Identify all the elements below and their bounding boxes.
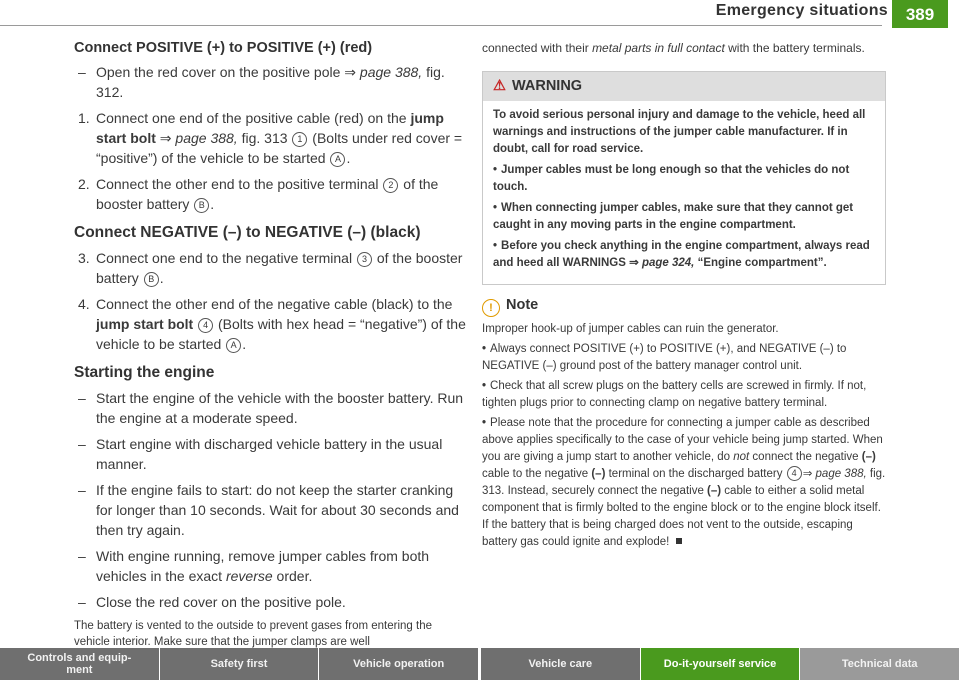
heading-connect-positive: Connect POSITIVE (+) to POSITIVE (+) (red) (74, 40, 373, 56)
note-body (482, 321, 886, 551)
instruction-if-fails: – If the engine fails to start: do not keep the starter cranking for longer than 10 seconds. Wait for about 30 seconds and then try again. (78, 482, 459, 538)
continued-text: connected with their metal parts in full contact with the battery terminals. (482, 41, 865, 55)
note-bullet: • Check that all screw plugs on the battery cells are screwed in firmly. If not, tighten plugs prior to connecting clamp on negative battery terminal. (482, 380, 867, 409)
step-1: 1. Connect one end of the positive cable (red) on the jump start bolt ⇒ page 388, fig. 313 1 (Bolts under red cover = “positive”) of the vehicle to be started A . (78, 110, 463, 166)
note-info-icon: ! (482, 299, 500, 317)
step-2: 2. Connect the other end to the positive terminal 2 of the booster battery B . (78, 176, 439, 212)
warning-triangle-icon: ⚠ (493, 78, 506, 94)
warning-text: To avoid serious personal injury and damage to the vehicle, heed all warnings and instructions of the jumper cable manufacturer. If in doubt, call for road service. (493, 109, 866, 155)
warning-body (483, 101, 885, 284)
footnote-text: The battery is vented to the outside to prevent gases from entering the vehicle interior. Make sure that the jumper clamps are well (74, 620, 432, 648)
warning-bullet: • When connecting jumper cables, make sure that they cannot get caught in any moving parts in the engine compartment. (493, 202, 854, 231)
heading-connect-negative: Connect NEGATIVE (–) to NEGATIVE (–) (black) (74, 224, 421, 241)
arrow-icon: ⇒ (155, 130, 176, 146)
instruction-remove-cables: – With engine running, remove jumper cables from both vehicles in the exact reverse order. (78, 548, 430, 584)
callout-4-icon: 4 (198, 318, 213, 333)
warning-box (482, 71, 886, 285)
instruction-close-cover: – Close the red cover on the positive pole. (78, 594, 346, 610)
page-reference-link[interactable]: page 324, (641, 257, 695, 269)
note-header: ! Note (482, 297, 886, 317)
note-bullet: • Always connect POSITIVE (+) to POSITIVE (+), and NEGATIVE (–) to NEGATIVE (–) ground post of the battery manager control unit. (482, 343, 847, 372)
instruction-open-cover: – Open the red cover on the positive pole ⇒ page 388, fig. 312. (78, 64, 445, 100)
tab-vehicle-care[interactable]: Vehicle care (481, 648, 641, 680)
instruction-start-discharged: – Start engine with discharged vehicle battery in the usual manner. (78, 436, 443, 472)
tab-controls-and-equipment[interactable]: Controls and equip- ment (0, 648, 160, 680)
chapter-title: Emergency situations (715, 2, 888, 19)
callout-b-icon: B (144, 272, 159, 287)
tab-vehicle-operation[interactable]: Vehicle operation (319, 648, 479, 680)
page-reference-link[interactable]: page 388, (175, 130, 238, 146)
step-4: 4. Connect the other end of the negative cable (black) to the jump start bolt 4 (Bolts with hex head = “negative”) of the vehicle to be started A . (78, 296, 466, 352)
instruction-start-booster: – Start the engine of the vehicle with the booster battery. Run the engine at a moderate speed. (78, 390, 464, 426)
page-number: 389 (892, 0, 948, 28)
page-reference-link[interactable]: page 388, (359, 64, 423, 80)
tab-safety-first[interactable]: Safety first (160, 648, 320, 680)
step-3: 3. Connect one end to the negative terminal 3 of the booster battery B . (78, 250, 463, 286)
tab-do-it-yourself-service[interactable]: Do-it-yourself service (641, 648, 801, 680)
callout-a-icon: A (330, 152, 345, 167)
page-reference-link[interactable]: page 388, (815, 468, 867, 480)
page-header (0, 0, 960, 30)
arrow-icon: ⇒ (344, 64, 360, 80)
callout-2-icon: 2 (383, 178, 398, 193)
warning-bullet: • Jumper cables must be long enough so that the vehicles do not touch. (493, 164, 850, 193)
callout-b-icon: B (194, 198, 209, 213)
callout-3-icon: 3 (357, 252, 372, 267)
warning-header: ⚠ WARNING (483, 72, 885, 101)
footer-nav (0, 648, 960, 680)
end-square-icon (676, 538, 682, 544)
left-column (74, 40, 466, 650)
warning-bullet: • Before you check anything in the engine compartment, always read and heed all WARNINGS ⇒ page 324, “Engine compartment”. (493, 240, 870, 269)
header-rule (0, 25, 882, 26)
right-column (482, 40, 886, 554)
tab-technical-data[interactable]: Technical data (800, 648, 960, 680)
heading-starting-engine: Starting the engine (74, 364, 215, 381)
callout-a-icon: A (226, 338, 241, 353)
callout-4-icon: 4 (787, 466, 802, 481)
arrow-icon: ⇒ (629, 257, 642, 269)
note-text: Improper hook-up of jumper cables can ruin the generator. (482, 323, 779, 335)
note-bullet: • Please note that the procedure for connecting a jumper cable as described above applies specifically to the case of your vehicle being jump started. When you are giving a jump start to another vehicle, do not connect the negative (–) cable to the negative (–) terminal on the discharged battery 4 ⇒ page 388, fig. 313. Instead, securely connect the negative (–) cable to either a solid metal component that is firmly bolted to the engine block or to the engine block itself. If the battery that is being charged does not vent to the outside, escaping battery gas could ignite and explode! (482, 417, 886, 548)
arrow-icon: ⇒ (802, 468, 816, 480)
callout-1-icon: 1 (292, 132, 307, 147)
